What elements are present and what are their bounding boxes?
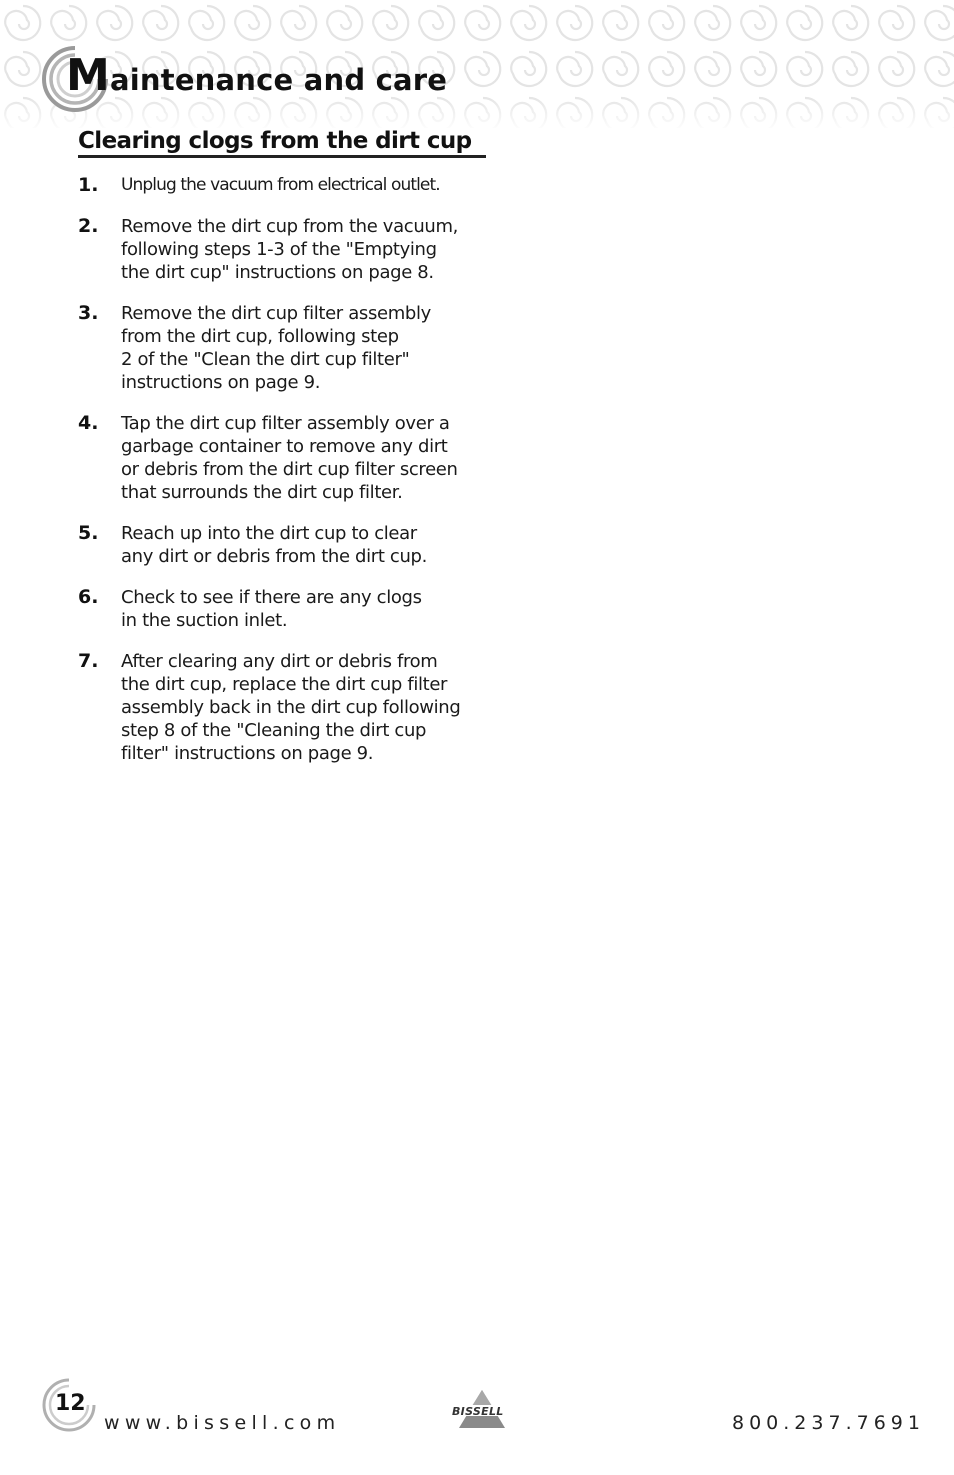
phone-number: 800.237.7691 [732, 1412, 925, 1434]
step-item [78, 586, 498, 632]
step-number: 3. [78, 302, 99, 324]
step-item [78, 215, 498, 284]
step-item [78, 174, 498, 197]
step-text: Tap the dirt cup filter assembly over a garbage container to remove any dirt or debris from the dirt cup filter screen that surrounds the dirt cup filter. [121, 413, 458, 503]
step-text: After clearing any dirt or debris from the dirt cup, replace the dirt cup filter assembly back in the dirt cup following step 8 of the "Cleaning the dirt cup filter" instructions on page 9. [121, 651, 461, 764]
step-text: Remove the dirt cup from the vacuum, following steps 1-3 of the "Emptying the dirt cup" instructions on page 8. [121, 216, 459, 283]
step-number: 6. [78, 586, 99, 608]
step-number: 1. [78, 174, 99, 196]
steps-list [78, 174, 498, 783]
page-title-initial: M [66, 50, 110, 101]
step-item [78, 650, 498, 765]
page-title [66, 50, 448, 101]
step-text: Reach up into the dirt cup to clear any dirt or debris from the dirt cup. [121, 523, 427, 567]
step-text: Unplug the vacuum from electrical outlet. [121, 175, 440, 195]
page-number: 12 [55, 1391, 86, 1416]
step-number: 2. [78, 215, 99, 237]
step-text: Check to see if there are any clogs in the suction inlet. [121, 587, 422, 631]
step-text: Remove the dirt cup filter assembly from the dirt cup, following step 2 of the "Clean the dirt cup filter" instructions on page 9. [121, 303, 431, 393]
page-title-rest: aintenance and care [110, 63, 448, 97]
brand-logo-text: BISSELL [452, 1405, 504, 1418]
step-number: 5. [78, 522, 99, 544]
section-heading: Clearing clogs from the dirt cup [78, 128, 486, 158]
step-number: 7. [78, 650, 99, 672]
step-item [78, 412, 498, 504]
step-item [78, 522, 498, 568]
step-item [78, 302, 498, 394]
website-link[interactable]: www.bissell.com [104, 1412, 341, 1434]
step-number: 4. [78, 412, 99, 434]
